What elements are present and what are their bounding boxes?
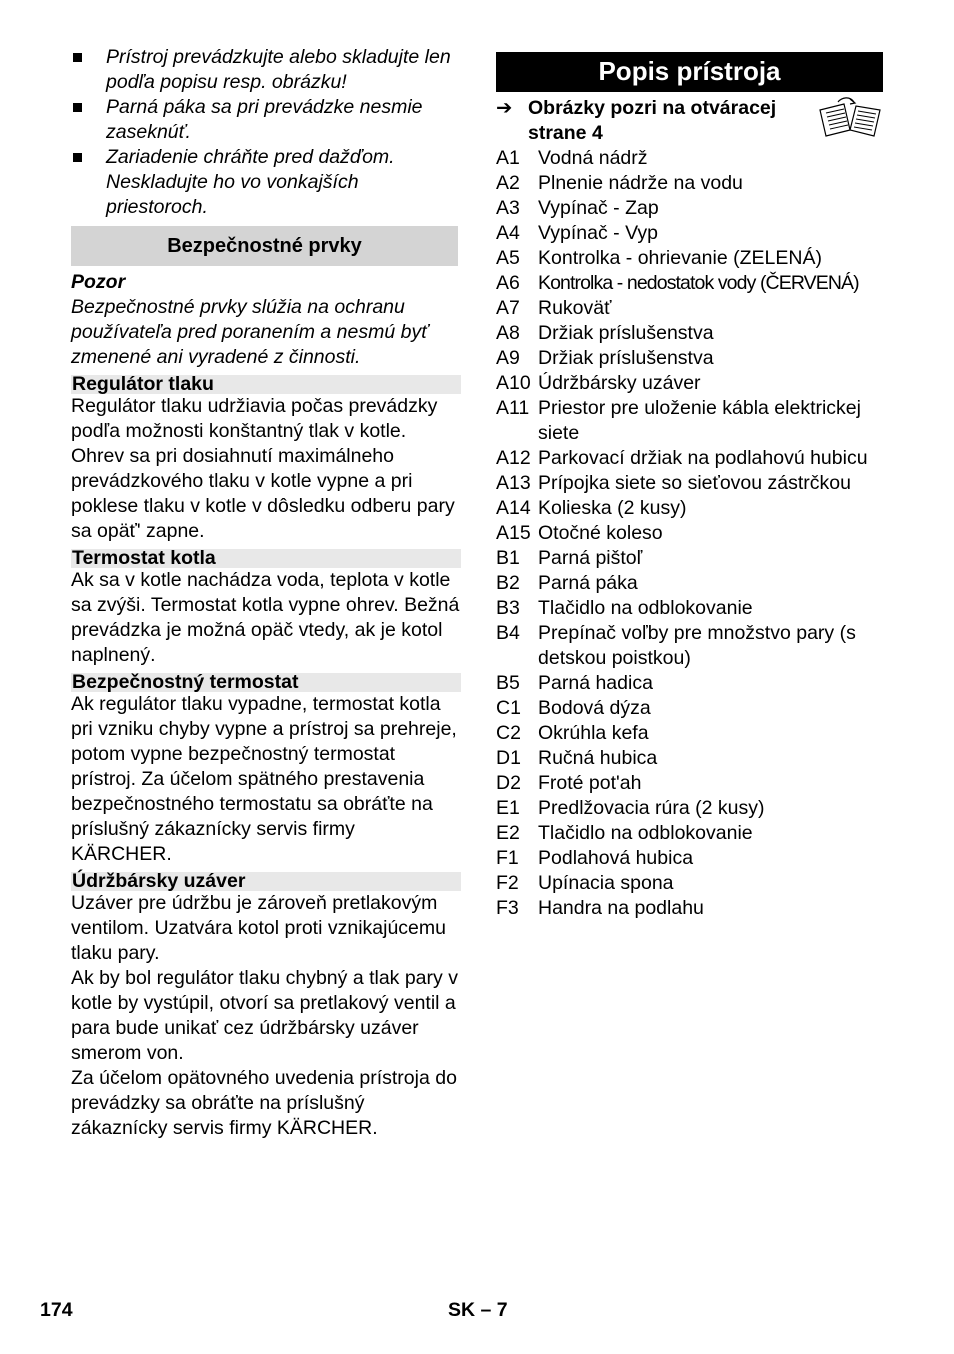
pressure-regulator-text: Regulátor tlaku udržiavia počas prevádzky podľa možnosti konštantný tlak v kotle. Ohrev sa pri dosiahnutí maximálneho prevádzkového tlaku v kotle vypne a pri poklese tlaku v kotle v dôsledku odberu pary sa opäť' zapne. — [71, 395, 455, 542]
left-column — [71, 45, 461, 1141]
item-label: Prepínač voľby pre množstvo pary (s detskou poistkou) — [538, 622, 856, 669]
item-label: Froté pot'ah — [538, 772, 642, 794]
caution-text: Bezpečnostné prvky slúžia na ochranu používateľa pred poranením a nesmú byť zmenené ani vyradené z činnosti. — [71, 296, 429, 368]
item-label: Kontrolka - ohrievanie (ZELENÁ) — [538, 247, 822, 269]
maintenance-cap-text-1: Uzáver pre údržbu je zároveň pretlakovým ventilom. Uzatvára kotol proti vznikajúcemu tlaku pary. — [71, 892, 446, 964]
list-item — [496, 721, 891, 746]
item-label: Handra na podlahu — [538, 897, 704, 919]
operation-notes-list — [71, 45, 461, 220]
list-item — [496, 521, 891, 546]
item-code: B4 — [496, 622, 520, 644]
item-code: A1 — [496, 147, 520, 169]
item-label: Držiak príslušenstva — [538, 322, 714, 344]
list-item — [496, 821, 891, 846]
maintenance-cap-text-2: Ak by bol regulátor tlaku chybný a tlak pary v kotle by vystúpil, otvorí sa pretlakový ventil a para bude unikať cez údržbársky uzáver smerom von. — [71, 967, 458, 1064]
list-item — [496, 296, 891, 321]
item-label: Kontrolka - nedostatok vody (ČERVENÁ) — [538, 272, 859, 294]
item-code: A3 — [496, 197, 520, 219]
item-code: E2 — [496, 822, 520, 844]
item-label: Parná páka — [538, 572, 638, 594]
item-label: Kolieska (2 kusy) — [538, 497, 687, 519]
list-item — [496, 246, 891, 271]
boiler-thermostat-text: Ak sa v kotle nachádza voda, teplota v kotle sa zvýši. Termostat kotla vypne ohrev. Bežná prevádzka je možná opäč vtedy, ak je kotol naplnený. — [71, 569, 460, 666]
item-label: Plnenie nádrže na vodu — [538, 172, 743, 194]
arrow-right-icon: ➔ — [496, 97, 513, 119]
item-label: Priestor pre uloženie kábla elektrickej siete — [538, 397, 861, 444]
maintenance-cap-heading: Údržbársky uzáver — [71, 872, 461, 891]
item-code: A6 — [496, 272, 520, 294]
open-book-icon — [816, 96, 884, 138]
square-bullet-icon — [73, 153, 82, 162]
list-item — [496, 171, 891, 196]
list-item — [496, 371, 891, 396]
device-description-title: Popis prístroja — [496, 52, 883, 92]
list-item — [496, 796, 891, 821]
item-code: A12 — [496, 447, 531, 469]
list-item-text: Zariadenie chráňte pred dažďom. Neskladujte ho vo vonkajších priestoroch. — [106, 146, 395, 218]
item-label: Parkovací držiak na podlahovú hubicu — [538, 447, 868, 469]
item-code: D1 — [496, 747, 521, 769]
item-code: A14 — [496, 497, 531, 519]
item-code: A13 — [496, 472, 531, 494]
caution-label: Pozor — [71, 271, 126, 293]
list-item — [496, 271, 891, 296]
item-label: Tlačidlo na odblokovanie — [538, 597, 753, 619]
item-code: B3 — [496, 597, 520, 619]
parts-list — [496, 146, 891, 921]
item-code: A8 — [496, 322, 520, 344]
list-item — [496, 221, 891, 246]
item-label: Parná pištoľ — [538, 547, 643, 569]
item-code: C2 — [496, 722, 521, 744]
list-item — [496, 671, 891, 696]
item-label: Predlžovacia rúra (2 kusy) — [538, 797, 765, 819]
list-item — [71, 145, 461, 220]
item-code: D2 — [496, 772, 521, 794]
list-item — [496, 846, 891, 871]
list-item — [496, 596, 891, 621]
list-item — [496, 771, 891, 796]
item-label: Rukoväť — [538, 297, 612, 319]
maintenance-cap-text-3: Za účelom opätovného uvedenia prístroja do prevádzky sa obráťte na príslušný zákaznícky servis firmy KÄRCHER. — [71, 1067, 457, 1139]
language-page-label: SK – 7 — [448, 1299, 508, 1321]
list-item — [496, 621, 891, 671]
item-label: Upínacia spona — [538, 872, 674, 894]
figure-reference-text: Obrázky pozri na otváracej strane 4 — [528, 97, 777, 144]
list-item — [496, 896, 891, 921]
list-item — [496, 496, 891, 521]
page-number: 174 — [40, 1299, 73, 1321]
item-label: Držiak príslušenstva — [538, 347, 714, 369]
list-item — [71, 95, 461, 145]
list-item — [496, 571, 891, 596]
boiler-thermostat-heading: Termostat kotla — [71, 549, 461, 568]
item-code: F1 — [496, 847, 519, 869]
pressure-regulator-heading: Regulátor tlaku — [71, 375, 461, 394]
item-label: Podlahová hubica — [538, 847, 694, 869]
square-bullet-icon — [73, 53, 82, 62]
list-item — [496, 196, 891, 221]
item-label: Vypínač - Zap — [538, 197, 659, 219]
list-item — [496, 396, 891, 446]
item-label: Bodová dýza — [538, 697, 651, 719]
safety-thermostat-text: Ak regulátor tlaku vypadne, termostat kotla pri vzniku chyby vypne a prístroj sa prehreje, potom vypne bezpečnostný termostat prístroj. Za účelom spätného prestavenia bezpečnostného termostatu sa obráťte na príslušný zákaznícky servis firmy KÄRCHER. — [71, 693, 457, 865]
item-code: C1 — [496, 697, 521, 719]
item-code: A15 — [496, 522, 531, 544]
item-code: A11 — [496, 397, 530, 419]
list-item — [496, 696, 891, 721]
list-item — [496, 346, 891, 371]
item-label: Otočné koleso — [538, 522, 663, 544]
right-column — [496, 52, 891, 921]
item-code: B2 — [496, 572, 520, 594]
list-item — [496, 746, 891, 771]
item-code: B1 — [496, 547, 520, 569]
list-item — [496, 471, 891, 496]
item-code: B5 — [496, 672, 520, 694]
item-code: A9 — [496, 347, 520, 369]
item-label: Parná hadica — [538, 672, 653, 694]
list-item — [496, 446, 891, 471]
safety-thermostat-heading: Bezpečnostný termostat — [71, 673, 461, 692]
item-code: F3 — [496, 897, 519, 919]
item-code: A2 — [496, 172, 520, 194]
item-code: E1 — [496, 797, 520, 819]
item-code: A5 — [496, 247, 520, 269]
item-label: Údržbársky uzáver — [538, 372, 701, 394]
square-bullet-icon — [73, 103, 82, 112]
item-code: A4 — [496, 222, 520, 244]
item-label: Ručná hubica — [538, 747, 658, 769]
item-label: Okrúhla kefa — [538, 722, 649, 744]
safety-section-heading: Bezpečnostné prvky — [71, 226, 458, 266]
item-code: A10 — [496, 372, 531, 394]
list-item-text: Prístroj prevádzkujte alebo skladujte len podľa popisu resp. obrázku! — [106, 46, 451, 93]
list-item — [496, 321, 891, 346]
item-label: Vypínač - Vyp — [538, 222, 658, 244]
item-label: Tlačidlo na odblokovanie — [538, 822, 753, 844]
list-item — [496, 546, 891, 571]
figure-reference-note — [496, 96, 891, 146]
item-label: Prípojka siete so sieťovou zástrčkou — [538, 472, 851, 494]
list-item — [71, 45, 461, 95]
item-code: F2 — [496, 872, 519, 894]
list-item — [496, 871, 891, 896]
item-label: Vodná nádrž — [538, 147, 648, 169]
list-item-text: Parná páka sa pri prevádzke nesmie zaseknúť. — [106, 96, 423, 143]
item-code: A7 — [496, 297, 520, 319]
list-item — [496, 146, 891, 171]
